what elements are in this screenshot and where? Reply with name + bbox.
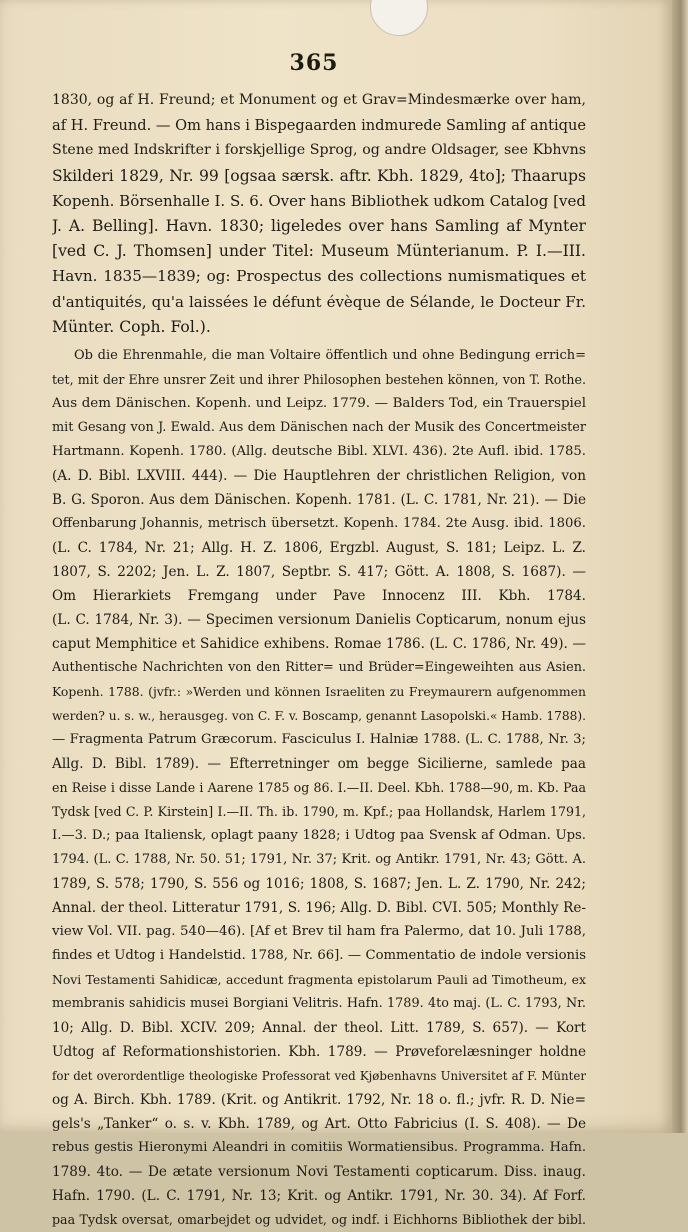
text-line: 1789. 4to. — De ætate versionum Novi Testamenti copticarum. Diss. inaug. bbox=[52, 1163, 586, 1180]
text-line: Havn. 1835—1839; og: Prospectus des collections numismatiques et bbox=[52, 267, 586, 286]
text-line: (L. C. 1784, Nr. 3). — Specimen versionum Danielis Copticarum, nonum ejus bbox=[52, 611, 586, 628]
text-line: for det overordentlige theologiske Professorat ved Kjøbenhavns Universitet af F. Münter bbox=[52, 1068, 586, 1083]
text-line: 1789, S. 578; 1790, S. 556 og 1016; 1808, S. 1687; Jen. L. Z. 1790, Nr. 242; bbox=[52, 875, 586, 892]
text-line: Hafn. 1790. (L. C. 1791, Nr. 13; Krit. og Antikr. 1791, Nr. 30. 34). Af Forf. bbox=[52, 1187, 586, 1204]
text-line: view Vol. VII. pag. 540—46). [Af et Brev til ham fra Palermo, dat 10. Juli 1788, bbox=[52, 923, 586, 939]
paragraph-biography bbox=[52, 88, 586, 340]
text-line: findes et Udtog i Handelstid. 1788, Nr. 66]. — Commentatio de indole versionis bbox=[52, 947, 586, 963]
text-line: rebus gestis Hieronymi Aleandri in comitiis Wormatiensibus. Programma. Hafn. bbox=[52, 1139, 586, 1155]
page-tab-marker bbox=[370, 0, 428, 36]
text-line: 10; Allg. D. Bibl. XCIV. 209; Annal. der theol. Litt. 1789, S. 657). — Kort bbox=[52, 1019, 586, 1036]
page-number: 365 bbox=[289, 50, 339, 76]
text-line: paa Tydsk oversat, omarbejdet og udvidet, og indf. i Eichhorns Bibliothek der bibl. bbox=[52, 1211, 586, 1227]
text-line: Authentische Nachrichten von den Ritter= und Brüder=Eingeweihten aus Asien. bbox=[52, 659, 586, 675]
text-line: mit Gesang von J. Ewald. Aus dem Dänischen nach der Musik des Concertmeister bbox=[52, 419, 586, 435]
text-line: Münter. Coph. Fol.). bbox=[52, 317, 211, 336]
text-line: Hartmann. Kopenh. 1780. (Allg. deutsche Bibl. XLVI. 436). 2te Aufl. ibid. 1785. bbox=[52, 443, 586, 459]
text-line: gels's „Tanker“ o. s. v. Kbh. 1789, og Art. Otto Fabricius (I. S. 408). — De bbox=[52, 1115, 586, 1132]
text-line: [ved C. J. Thomsen] under Titel: Museum Münterianum. P. I.—III. bbox=[52, 242, 586, 261]
text-line: B. G. Sporon. Aus dem Dänischen. Kopenh. 1781. (L. C. 1781, Nr. 21). — Die bbox=[52, 491, 586, 508]
text-line: og A. Birch. Kbh. 1789. (Krit. og Antikrit. 1792, Nr. 18 o. fl.; jvfr. R. D. Nie= bbox=[52, 1091, 586, 1108]
text-line: 1794. (L. C. 1788, Nr. 50. 51; 1791, Nr. 37; Krit. og Antikr. 1791, Nr. 43; Gött. A. bbox=[52, 851, 586, 867]
text-line: d'antiquités, qu'a laissées le défunt évèque de Sélande, le Docteur Fr. bbox=[52, 292, 586, 311]
text-line: 1830, og af H. Freund; et Monument og et Grav=Mindesmærke over ham, bbox=[52, 92, 586, 108]
text-line: Stene med Indskrifter i forskjellige Sprog, og andre Oldsager, see Kbhvns bbox=[52, 142, 586, 159]
text-line: (L. C. 1784, Nr. 21; Allg. H. Z. 1806, Ergzbl. August, S. 181; Leipz. L. Z. bbox=[52, 539, 586, 556]
page-edge bbox=[672, 0, 688, 1133]
text-line: (A. D. Bibl. LXVIII. 444). — Die Hauptlehren der christlichen Religion, von bbox=[52, 467, 586, 484]
text-line: en Reise i disse Lande i Aarene 1785 og 86. I.—II. Deel. Kbh. 1788—90, m. Kb. Paa bbox=[52, 779, 586, 795]
text-line: tet, mit der Ehre unsrer Zeit und ihrer Philosophen bestehen können, von T. Rothe. bbox=[52, 371, 586, 387]
text-line: 1807, S. 2202; Jen. L. Z. 1807, Septbr. S. 417; Gött. A. 1808, S. 1687). — bbox=[52, 563, 586, 580]
text-line: Skilderi 1829, Nr. 99 [ogsaa særsk. aftr. Kbh. 1829, 4to]; Thaarups bbox=[52, 166, 586, 185]
text-line: Offenbarung Johannis, metrisch übersetzt. Kopenh. 1784. 2te Ausg. ibid. 1806. bbox=[52, 515, 586, 531]
text-line: werden? u. s. w., herausgeg. von C. F. v. Boscamp, genannt Lasopolski.« Hamb. 1788). bbox=[52, 708, 586, 723]
paragraph-bibliography bbox=[52, 344, 586, 1232]
text-line: Om Hierarkiets Fremgang under Pave Innocenz III. Kbh. 1784. bbox=[52, 587, 586, 604]
text-line: af H. Freund. — Om hans i Bispegaarden indmurede Samling af antique bbox=[52, 117, 586, 135]
text-line: J. A. Belling]. Havn. 1830; ligeledes over hans Samling af Mynter bbox=[52, 216, 586, 235]
text-line: I.—3. D.; paa Italiensk, oplagt paany 1828; i Udtog paa Svensk af Odman. Ups. bbox=[52, 827, 586, 843]
text-line: Kopenh. 1788. (jvfr.: »Werden und können Israeliten zu Freymaurern aufgenommen bbox=[52, 683, 586, 699]
text-line: membranis sahidicis musei Borgiani Velitris. Hafn. 1789. 4to maj. (L. C. 1793, Nr. bbox=[52, 995, 586, 1011]
text-line: Tydsk [ved C. P. Kirstein] I.—II. Th. ib. 1790, m. Kpf.; paa Hollandsk, Harlem 1791, bbox=[52, 803, 586, 819]
text-line: — Fragmenta Patrum Græcorum. Fasciculus I. Halniæ 1788. (L. C. 1788, Nr. 3; bbox=[52, 731, 586, 747]
text-line: Udtog af Reformationshistorien. Kbh. 1789. — Prøveforelæsninger holdne bbox=[52, 1043, 586, 1060]
text-line: Ob die Ehrenmahle, die man Voltaire öffentlich und ohne Bedingung errich= bbox=[74, 347, 586, 363]
text-line: Allg. D. Bibl. 1789). — Efterretninger om begge Sicilierne, samlede paa bbox=[52, 755, 586, 772]
text-line: Annal. der theol. Litteratur 1791, S. 196; Allg. D. Bibl. CVI. 505; Monthly Re- bbox=[52, 899, 586, 916]
page-body bbox=[52, 88, 586, 1232]
text-line: Kopenh. Börsenhalle I. S. 6. Over hans Bibliothek udkom Catalog [ved bbox=[52, 191, 586, 210]
text-line: Aus dem Dänischen. Kopenh. und Leipz. 1779. — Balders Tod, ein Trauerspiel bbox=[52, 395, 586, 411]
text-line: Novi Testamenti Sahidicæ, accedunt fragmenta epistolarum Pauli ad Timotheum, ex bbox=[52, 971, 586, 987]
text-line: caput Memphitice et Sahidice exhibens. Romae 1786. (L. C. 1786, Nr. 49). — bbox=[52, 635, 586, 652]
